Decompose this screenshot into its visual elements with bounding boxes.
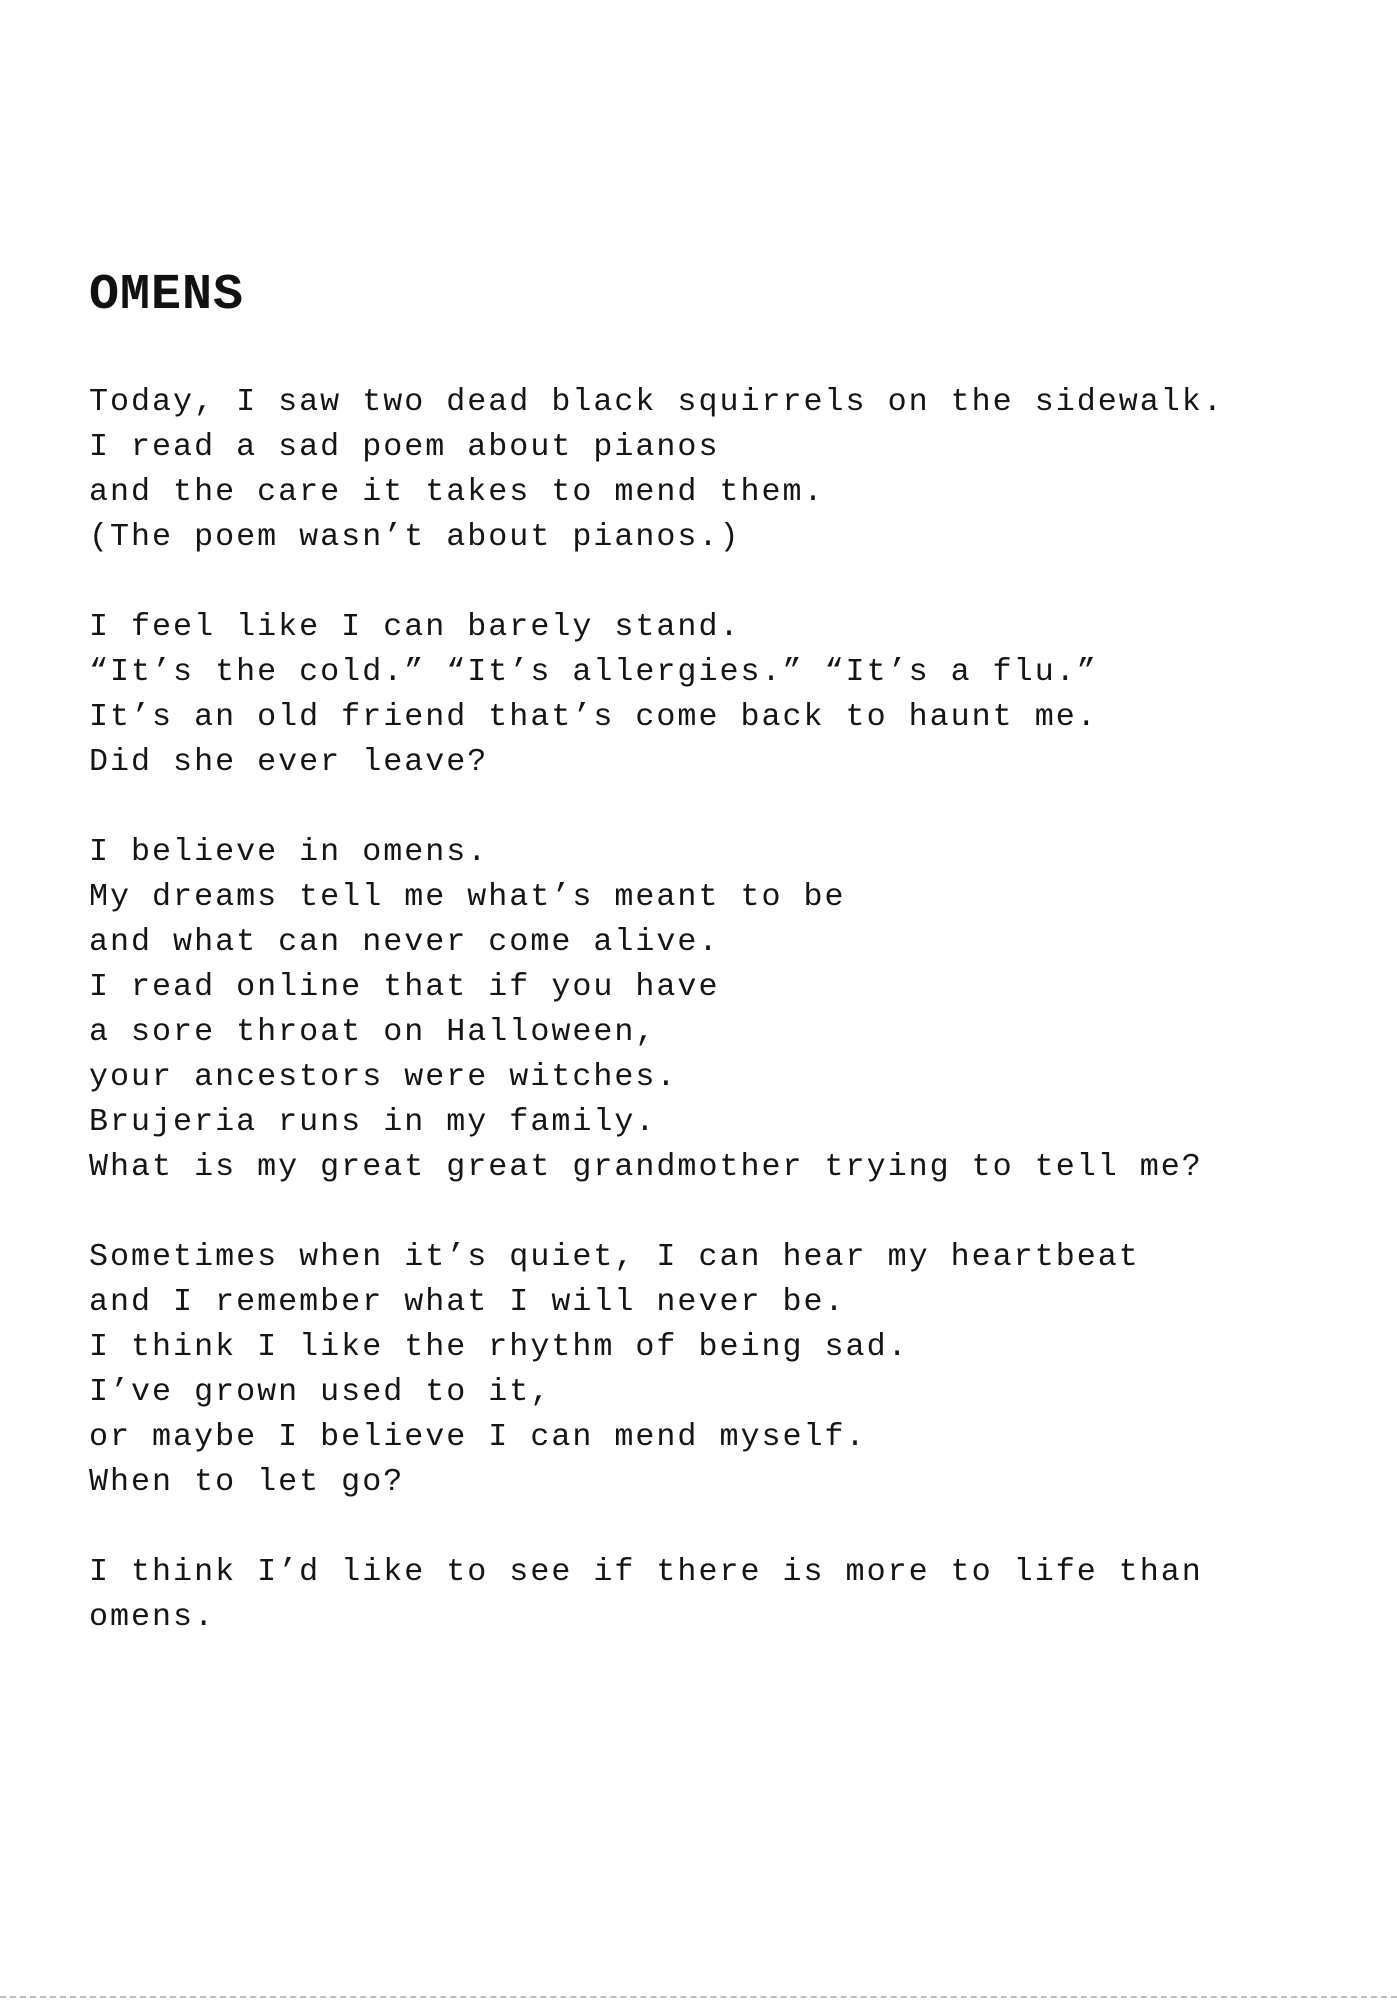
poem-line: I think I’d like to see if there is more to life than <box>89 1554 1203 1590</box>
poem-line: Did she ever leave? <box>89 744 489 780</box>
poem-line: When to let go? <box>89 1464 405 1500</box>
poem-title: OMENS <box>89 267 245 324</box>
poem-line: and I remember what I will never be. <box>89 1284 846 1320</box>
poem-line: Today, I saw two dead black squirrels on the sidewalk. <box>89 384 1224 420</box>
poem-line: Brujeria runs in my family. <box>89 1104 657 1140</box>
poem-line: It’s an old friend that’s come back to haunt me. <box>89 699 1098 735</box>
stanza-1 <box>89 380 1369 560</box>
stanza-5 <box>89 1550 1369 1640</box>
poem-line: a sore throat on Halloween, <box>89 1014 657 1050</box>
poem-line: I read a sad poem about pianos <box>89 429 720 465</box>
stanza-4 <box>89 1235 1369 1505</box>
poem-line: I read online that if you have <box>89 969 720 1005</box>
poem-line: or maybe I believe I can mend myself. <box>89 1419 867 1455</box>
poem-line: What is my great great grandmother trying to tell me? <box>89 1149 1203 1185</box>
poem-body <box>89 380 1369 1685</box>
poem-line: I believe in omens. <box>89 834 489 870</box>
poem-line: I think I like the rhythm of being sad. <box>89 1329 909 1365</box>
poem-line: (The poem wasn’t about pianos.) <box>89 519 741 555</box>
stanza-3 <box>89 830 1369 1190</box>
poem-line: Sometimes when it’s quiet, I can hear my heartbeat <box>89 1239 1140 1275</box>
poem-line: omens. <box>89 1599 216 1635</box>
poem-line: My dreams tell me what’s meant to be <box>89 879 846 915</box>
poem-line: and the care it takes to mend them. <box>89 474 825 510</box>
poem-line: your ancestors were witches. <box>89 1059 678 1095</box>
poem-line: I feel like I can barely stand. <box>89 609 741 645</box>
poem-line: “It’s the cold.” “It’s allergies.” “It’s a flu.” <box>89 654 1098 690</box>
page-bottom-edge <box>0 1996 1397 1998</box>
poem-line: and what can never come alive. <box>89 924 720 960</box>
poem-line: I’ve grown used to it, <box>89 1374 552 1410</box>
stanza-2 <box>89 605 1369 785</box>
